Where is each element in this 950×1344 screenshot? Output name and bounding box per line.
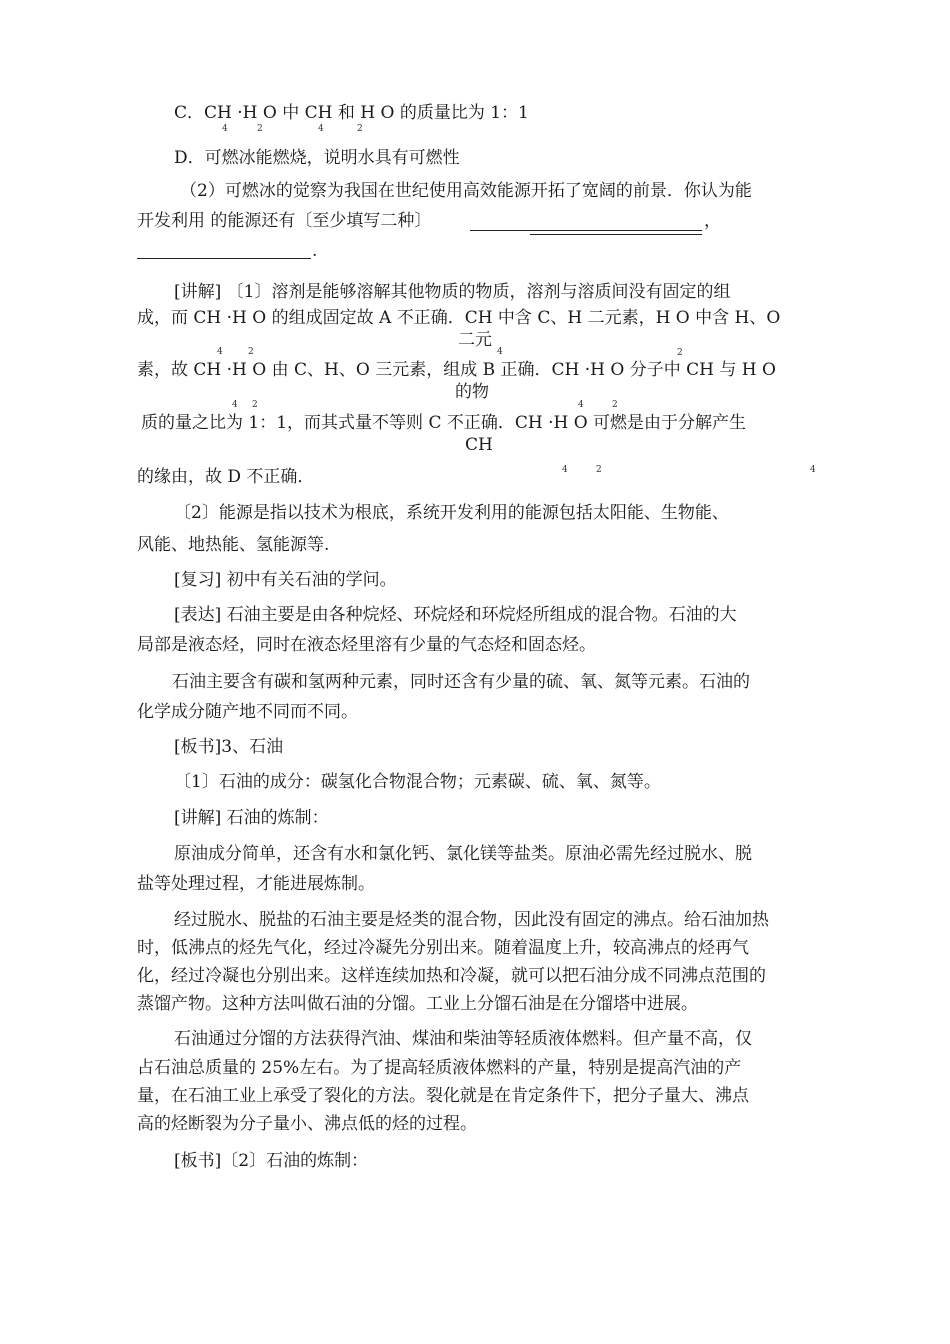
subscript: 4 [497,347,503,357]
refine3-line1: 石油通过分馏的方法获得汽油、煤油和柴油等轻质液体燃料。但产量不高，仅 [174,1029,752,1049]
subscript: 4 [232,400,238,410]
answer-blank-underline [530,234,702,235]
explain2-line2: 风能、地热能、氢能源等. [137,535,330,555]
part2-line2: 开发利用 的能源还有〔至少填写二种〕 [137,211,432,231]
composition-line1: 石油主要含有碳和氢两种元素，同时还含有少量的硫、氧、氮等元素。石油的 [172,672,750,692]
explain1-line5: 的缘由，故 D 不正确． [137,467,315,487]
refine3-line2: 占石油总质量的 25%左右。为了提高轻质液体燃料的产量，特别是提高汽油的产 [137,1058,742,1078]
refine2-line3: 化，经过冷凝也分别出来。这样连续加热和冷凝，就可以把石油分成不同沸点范围的 [137,966,766,986]
part2-line1: （2）可燃冰的觉察为我国在世纪使用高效能源开拓了宽阔的前景．你认为能 [180,181,752,201]
subscript: 4 [562,465,568,475]
explain1-line3-tail: 的物 [455,382,489,402]
subscript: 4 [578,400,584,410]
answer-blank-1[interactable] [470,230,702,231]
subscript: 2 [252,400,258,410]
answer-blank-2[interactable] [137,258,311,259]
refine2-line4: 蒸馏产物。这种方法叫做石油的分馏。工业上分馏石油是在分馏塔中进展。 [137,994,698,1014]
explain3-heading: [讲解] 石油的炼制： [174,808,329,828]
option-d: D．可燃冰能燃烧，说明水具有可燃性 [174,148,460,168]
subscript: 2 [677,348,683,358]
explain1-line1: [讲解] 〔1〕溶剂是能够溶解其他物质的物质，溶剂与溶质间没有固定的组 [174,282,731,302]
explain1-line3: 素，故 CH ·H O 由 C、H、O 三元素，组成 B 正确．CH ·H O 分子中 CH 与 H O [137,360,776,380]
refine2-line2: 时，低沸点的烃先气化，经过冷凝先分别出来。随着温度上升，较高沸点的烃再气 [137,938,749,958]
subscript: 4 [318,124,324,134]
explain2-line1: 〔2〕能源是指以技术为根底，系统开发利用的能源包括太阳能、生物能、 [174,503,729,523]
board1-heading: [板书]3、石油 [174,737,284,757]
part2-period: . [312,241,318,261]
subscript: 2 [596,465,602,475]
subscript: 2 [248,347,254,357]
refine2-line1: 经过脱水、脱盐的石油主要是烃类的混合物，因此没有固定的沸点。给石油加热 [174,910,769,930]
board1-item: 〔1〕石油的成分：碳氢化合物混合物；元素碳、硫、氧、氮等。 [174,772,661,792]
subscript: 4 [810,465,816,475]
subscript: 4 [222,124,228,134]
refine1-line1: 原油成分简单，还含有水和氯化钙、氯化镁等盐类。原油必需先经过脱水、脱 [174,844,752,864]
subscript: 2 [357,124,363,134]
composition-line2: 化学成分随产地不同而不同。 [137,702,358,722]
explain1-line2-tail: 二元 [458,330,492,350]
refine3-line4: 高的烃断裂为分子量小、沸点低的烃的过程。 [137,1114,477,1134]
explain1-line2: 成，而 CH ·H O 的组成固定故 A 不正确．CH 中含 C、H 二元素，H O 中含 H、O [137,308,781,328]
refine3-line3: 量，在石油工业上承受了裂化的方法。裂化就是在肯定条件下，把分子量大、沸点 [137,1086,749,1106]
subscript: 2 [612,400,618,410]
board2-heading: [板书]〔2〕石油的炼制： [174,1151,369,1171]
explain1-line4-tail: CH [465,435,493,455]
option-c: C．CH ·H O 中 CH 和 H O 的质量比为 1：1 [174,103,529,123]
part2-comma: ， [704,211,721,231]
refine1-line2: 盐等处理过程，才能进展炼制。 [137,874,375,894]
express-line2: 局部是液态烃，同时在液态烃里溶有少量的气态烃和固态烃。 [137,635,596,655]
review-heading: [复习] 初中有关石油的学问。 [174,570,397,590]
express-line1: [表达] 石油主要是由各种烷烃、环烷烃和环烷烃所组成的混合物。石油的大 [174,605,737,625]
subscript: 4 [217,347,223,357]
explain1-line4: 质的量之比为 1：1，而其式量不等则 C 不正确．CH ·H O 可燃是由于分解产生 [141,413,747,433]
subscript: 2 [257,124,263,134]
